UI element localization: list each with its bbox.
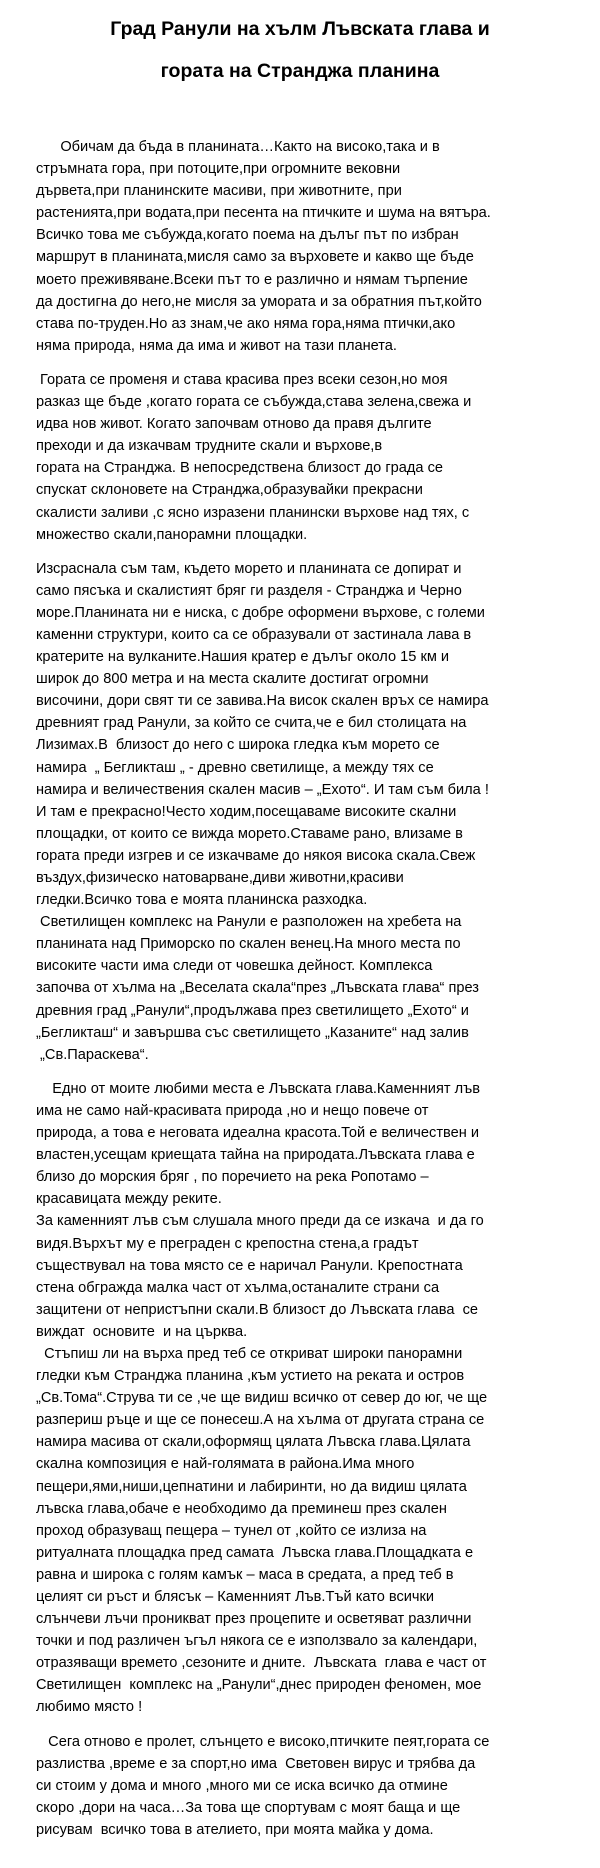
text-line: рисувам всичко това в ателието, при моята майка у дома. xyxy=(36,1821,434,1838)
text-line: Светилищен комплекс на Ранули е разположен на хребета на xyxy=(36,914,462,931)
text-line: площадки, от които се вижда морето.Ставаме рано, влизаме в xyxy=(36,825,463,842)
text-line: скоро ,дори на часа…За това ще спортувам с моят баща и ще xyxy=(36,1799,461,1816)
text-line: слънчеви лъчи проникват през процепите и осветяват различни xyxy=(36,1611,472,1628)
text-line: разпериш ръце и ще се понесеш.А на хълма от другата страна се xyxy=(36,1412,485,1429)
text-line: спускат склоновете на Странджа,образувайки прекрасни xyxy=(36,482,423,499)
text-line: гората на Странджа. В непосредствена близост до града се xyxy=(36,460,443,477)
text-line: красавицата между реките. xyxy=(36,1191,222,1208)
text-line: Стъпиш ли на върха пред теб се откриват широки панорамни xyxy=(36,1345,463,1362)
text-line: „Св.Тома“.Струва ти се ,че ще видиш всичко от север до юг, че ще xyxy=(36,1390,488,1407)
text-line: скална композиция е най-голямата в района.Има много xyxy=(36,1456,415,1473)
paragraph xyxy=(36,1078,584,1211)
text-line: Всичко това ме събужда,когато поема на дълъг път по избран xyxy=(36,227,459,244)
text-line: защитени от непристъпни скали.В близост до Лъвската глава се xyxy=(36,1301,479,1318)
text-line: Изсраснала съм там, където морето и планината се допират и xyxy=(36,560,462,577)
text-line: древния град „Ранули“,продължава през светилището „Ехото“ и xyxy=(36,1002,469,1019)
text-line: проход образуващ пещера – тунел от ,който се излиза на xyxy=(36,1522,427,1539)
text-line: точки и под различен ъгъл някога се е използвало за календари, xyxy=(36,1633,478,1650)
text-line: И там е прекрасно!Често ходим,посещаваме високите скални xyxy=(36,803,457,820)
text-line: само пясъка и скалистият бряг ги разделя - Странджа и Черно xyxy=(36,582,462,599)
paragraph xyxy=(36,1210,584,1343)
paragraph xyxy=(36,136,584,357)
text-line: отразяващи времето ,сезоните и дните. Лъвската глава е част от xyxy=(36,1655,487,1672)
text-line: гората преди изгрев и се изкачваме до някоя висока скала.Свеж xyxy=(36,847,476,864)
text-line: намира и величествения скален масив – „Ехото“. И там съм била ! xyxy=(36,781,489,798)
text-line: намира „ Бегликташ „ - древно светилище, а между тях се xyxy=(36,759,434,776)
text-line: кратерите на вулканите.Нашия кратер е дълъг около 15 км и xyxy=(36,649,450,666)
text-line: намира масива от скали,оформящ цялата Лъвска глава.Цялата xyxy=(36,1434,471,1451)
text-line: Лизимах.В близост до него с широка гледка към морето се xyxy=(36,737,440,754)
text-line: море.Планината ни е ниска, с добре оформени върхове, с големи xyxy=(36,604,485,621)
text-line: стръмната гора, при потоците,при огромните вековни xyxy=(36,161,401,178)
text-line: „Бегликташ“ и завършва със светилището „Казаните“ над залив xyxy=(36,1024,469,1041)
text-line: гледки.Всичко това е моята планинска разходка. xyxy=(36,892,368,909)
text-line: властен,усещам криещата тайна на природата.Лъвската глава е xyxy=(36,1147,475,1164)
text-line: множество скали,панорамни площадки. xyxy=(36,526,308,543)
text-line: широк до 800 метра и на места скалите достигат огромни xyxy=(36,671,429,688)
text-line: идва нов живот. Когато започвам отново да правя дългите xyxy=(36,416,432,433)
text-line: става по-труден.Но аз знам,че ако няма гора,няма птички,ако xyxy=(36,315,456,332)
text-line: Едно от моите любими места е Лъвската глава.Каменният лъв xyxy=(36,1080,480,1097)
text-line: ритуалната площадка пред самата Лъвска глава.Площадката е xyxy=(36,1544,474,1561)
text-line: започва от хълма на „Веселата скала“през „Лъвската глава“ през xyxy=(36,980,479,997)
text-line: въздух,физическо натоварване,диви животни,красиви xyxy=(36,870,404,886)
text-line: си стоим у дома и много ,много ми се иска всичко да отмине xyxy=(36,1777,448,1794)
text-line: планината над Приморско по скален венец.На много места по xyxy=(36,936,461,953)
text-line: древният град Ранули, за който се счита,че е бил столицата на xyxy=(36,715,467,732)
text-line: съществувал на това място се е наричал Ранули. Крепостната xyxy=(36,1257,463,1274)
text-line: растенията,при водата,при песента на птичките и шума на вятъра. xyxy=(36,205,491,222)
text-line: гледки към Странджа планина ,към устието на реката и остров xyxy=(36,1368,465,1385)
text-line: височини, дори свят ти се завива.На висок скален връх се намира xyxy=(36,693,489,710)
page-title xyxy=(20,8,580,92)
text-line: природа, а това е неговата идеална красота.Той е величествен и xyxy=(36,1125,479,1142)
paragraph xyxy=(36,1731,584,1841)
paragraph xyxy=(36,911,584,1066)
text-line: моето преживяване.Всеки път то е различно и нямам търпение xyxy=(36,271,468,288)
text-line: Сега отново е пролет, слънцето е високо,птичките пеят,гората се xyxy=(36,1733,490,1750)
text-line: целият си ръст и блясък – Каменният Лъв.Тъй като всички xyxy=(36,1589,435,1605)
text-line: преходи и да изкачвам трудните скали и върхове,в xyxy=(36,438,383,455)
text-line: каменни структури, които са се образували от застинала лава в xyxy=(36,626,472,643)
text-line: лъвска глава,обаче е необходимо да преминеш през скален xyxy=(36,1500,447,1517)
text-line: има не само най-красивата природа ,но и нещо повече от xyxy=(36,1102,429,1119)
title-line-1: Град Ранули на хълм Лъвската глава и xyxy=(110,18,490,40)
text-line: пещери,ями,ниши,цепнатини и лабиринти, но да видиш цялата xyxy=(36,1478,467,1495)
text-line: Гората се променя и става красива през всеки сезон,но моя xyxy=(36,371,448,388)
title-line-2: гората на Странджа планина xyxy=(160,60,440,82)
text-line: разказ ще бъде ,когато гората се събужда,става зелена,свежа и xyxy=(36,394,472,411)
text-line: дървета,при планинските масиви, при животните, при xyxy=(36,183,402,200)
text-line: равна и широка с голям камък – маса в средата, а пред теб в xyxy=(36,1566,454,1583)
text-line: Обичам да бъда в планината…Както на високо,така и в xyxy=(36,139,440,155)
text-line: виждат основите и на църква. xyxy=(36,1323,248,1340)
text-line: видя.Върхът му е преграден с крепостна стена,а градът xyxy=(36,1235,419,1252)
text-line: „Св.Параскева“. xyxy=(36,1046,149,1063)
text-line: близо до морския бряг , по поречието на река Ропотамо – xyxy=(36,1169,429,1186)
paragraph xyxy=(36,1343,584,1719)
text-line: разлиства ,време е за спорт,но има Световен вирус и трябва да xyxy=(36,1755,476,1772)
text-line: любимо място ! xyxy=(36,1699,143,1716)
text-line: да достигна до него,не мисля за умората и за обратния път,който xyxy=(36,293,482,310)
essay-body xyxy=(36,136,584,1841)
text-line: скалисти заливи ,с ясно изразени планински върхове над тях, с xyxy=(36,504,470,521)
text-line: високите части има следи от човешка дейност. Комплекса xyxy=(36,958,433,975)
paragraph xyxy=(36,369,584,546)
text-line: Светилищен комплекс на „Ранули“,днес природен феномен, мое xyxy=(36,1677,482,1694)
text-line: стена обгражда малка част от хълма,останалите страни са xyxy=(36,1279,440,1296)
paragraph xyxy=(36,558,584,912)
text-line: маршрут в планината,мисля само за върховете и какво ще бъде xyxy=(36,249,474,266)
text-line: няма природа, няма да има и живот на тази планета. xyxy=(36,337,397,354)
text-line: За каменният лъв съм слушала много преди да се изкача и да го xyxy=(36,1213,484,1230)
